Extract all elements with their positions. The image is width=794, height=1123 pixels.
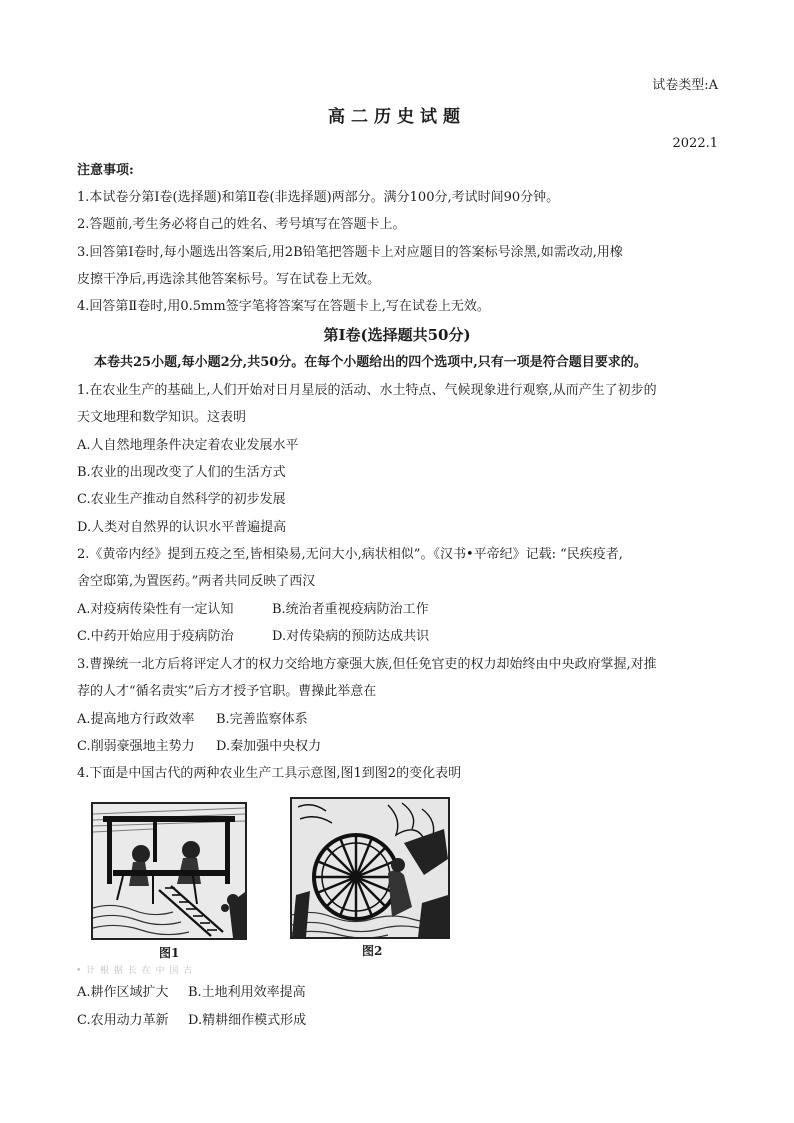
figure-2-illustration <box>292 799 448 937</box>
question-3-option-b: B.完善监察体系 <box>216 712 308 727</box>
section-title: 第Ⅰ卷(选择题共50分) <box>323 326 471 344</box>
question-1-option-c: C.农业生产推动自然科学的初步发展 <box>77 492 286 507</box>
question-2-stem: 舍空邸第,为置医药。”两者共同反映了西汉 <box>77 574 316 589</box>
question-3-option-d: D.秦加强中央权力 <box>216 739 322 754</box>
section-intro: 本卷共25小题,每小题2分,共50分。在每个小题给出的四个选项中,只有一项是符合题目要求的。 <box>94 355 647 370</box>
question-2-option-b: B.统治者重视疫病防治工作 <box>272 602 429 617</box>
question-1-option-d: D.人类对自然界的认识水平普遍提高 <box>77 520 287 535</box>
question-4-option-b: B.土地利用效率提高 <box>188 985 306 1000</box>
figure-1-caption: 图1 <box>159 946 180 960</box>
notes-line: 4.回答第Ⅱ卷时,用0.5mm签字笔将答案写在答题卡上,写在试卷上无效。 <box>77 299 490 314</box>
question-2-option-c: C.中药开始应用于疫病防治 <box>77 629 234 644</box>
question-4-option-a: A.耕作区域扩大 <box>77 985 169 1000</box>
question-1-stem: 天文地理和数学知识。这表明 <box>77 410 247 425</box>
notes-heading: 注意事项: <box>77 163 134 178</box>
question-3-stem: 3.曹操统一北方后将评定人才的权力交给地方豪强大族,但任免官吏的权力却始终由中央政府掌握,对推 <box>77 657 657 672</box>
question-3-stem: 荐的人才“循名责实”后方才授予官职。曹操此举意在 <box>77 684 377 699</box>
notes-line: 皮擦干净后,再选涂其他答案标号。写在试卷上无效。 <box>77 272 381 287</box>
notes-line: 1.本试卷分第Ⅰ卷(选择题)和第Ⅱ卷(非选择题)两部分。满分100分,考试时间90分钟。 <box>77 190 560 205</box>
figure-1-illustration <box>93 804 245 938</box>
paper-type: 试卷类型:A <box>652 78 718 93</box>
question-4-option-d: D.精耕细作模式形成 <box>188 1013 307 1028</box>
question-1-stem: 1.在农业生产的基础上,人们开始对日月星辰的活动、水土特点、气候现象进行观察,从而产生了初步的 <box>77 383 657 398</box>
question-4-stem: 4.下面是中国古代的两种农业生产工具示意图,图1到图2的变化表明 <box>77 766 462 781</box>
exam-date: 2022.1 <box>672 136 718 151</box>
question-1-option-b: B.农业的出现改变了人们的生活方式 <box>77 465 286 480</box>
scan-artifact-text: • 计 根 据 长 在 中 国 古 <box>76 966 194 976</box>
question-2-option-a: A.对疫病传染性有一定认知 <box>77 602 234 617</box>
question-2-stem: 2.《黄帝内经》提到五疫之至,皆相染易,无问大小,病状相似”。《汉书•平帝纪》记载: “民疾疫者, <box>77 547 623 562</box>
notes-line: 3.回答第Ⅰ卷时,每小题选出答案后,用2B铅笔把答题卡上对应题目的答案标号涂黑,如需改动,用橡 <box>77 245 623 260</box>
question-3-option-a: A.提高地方行政效率 <box>77 712 195 727</box>
notes-line: 2.答题前,考生务必将自己的姓名、考号填写在答题卡上。 <box>77 217 406 232</box>
question-1-option-a: A.人自然地理条件决定着农业发展水平 <box>77 438 299 453</box>
page-title: 高二历史试题 <box>328 107 466 127</box>
question-2-option-d: D.对传染病的预防达成共识 <box>272 629 430 644</box>
question-4-option-c: C.农用动力革新 <box>77 1013 169 1028</box>
figure-2-water-wheel <box>290 797 450 939</box>
question-3-option-c: C.削弱豪强地主势力 <box>77 739 195 754</box>
figure-1-chain-pump <box>91 802 247 940</box>
figure-2-caption: 图2 <box>362 944 383 958</box>
